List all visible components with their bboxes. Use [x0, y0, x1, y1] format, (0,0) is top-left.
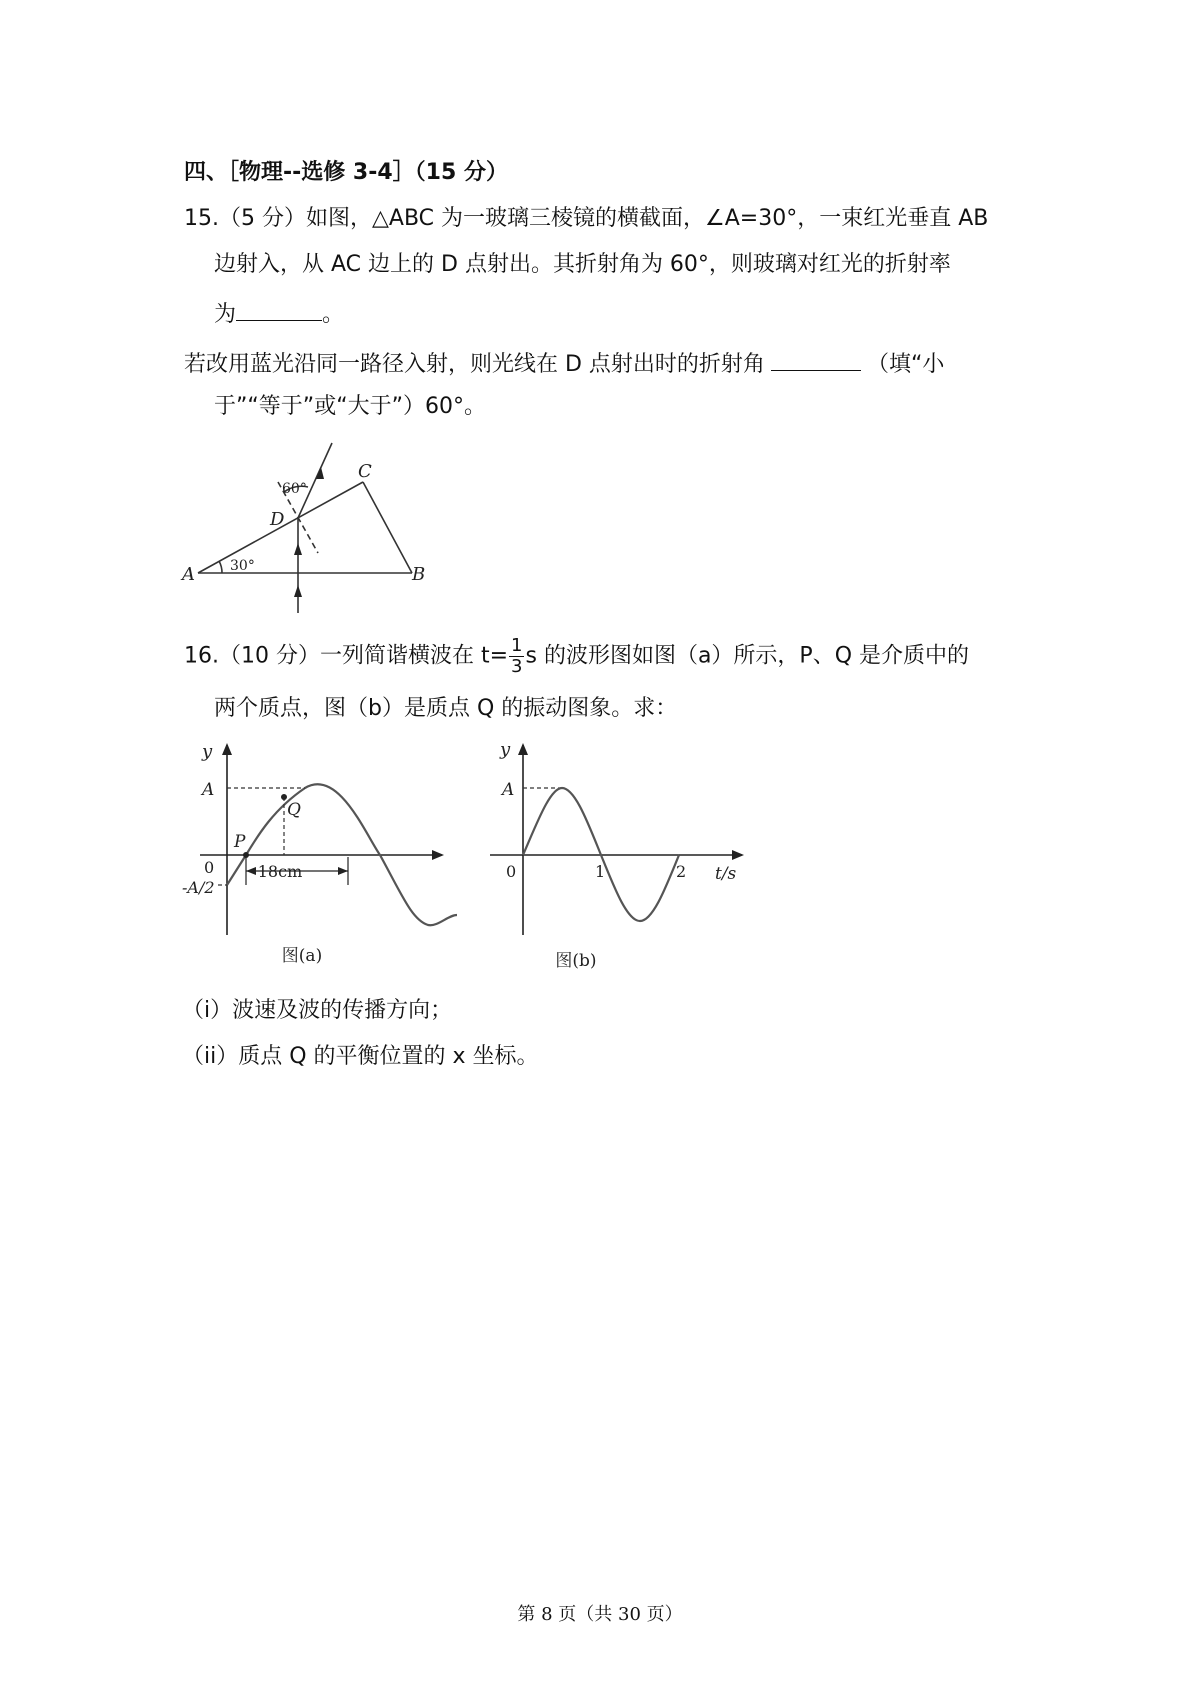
amplitude-label: A: [202, 780, 215, 800]
label-Q: Q: [287, 800, 301, 820]
dim-arrow-left-icon: [246, 867, 256, 875]
q16-line1-prefix: 16.（10 分）一列简谐横波在 t=: [184, 643, 509, 669]
q15-line3-prefix: 为: [214, 302, 237, 327]
y-axis-label: y: [500, 739, 511, 760]
q15-line3-suffix: 。: [322, 302, 345, 327]
section-heading: 四、［物理--选修 3-4］（15 分）: [184, 160, 508, 185]
angle-label-60: 60°: [282, 481, 307, 497]
q16-sub-ii: （ii）质点 Q 的平衡位置的 x 坐标。: [182, 1044, 539, 1069]
tick-label-2: 2: [676, 862, 687, 881]
dim-arrow-right-icon: [338, 867, 348, 875]
angle-arc-A: [219, 561, 222, 573]
label-A: A: [182, 564, 195, 585]
q15-line3: [214, 296, 344, 330]
neg-half-label: -A/2: [182, 878, 215, 897]
tick-label-1: 1: [595, 862, 606, 881]
q16-line1: [184, 636, 969, 677]
arrow-up-icon: [294, 543, 302, 555]
time-fraction: [509, 636, 524, 677]
waveform-figure-a: [180, 735, 460, 975]
label-D: D: [270, 509, 285, 530]
q15-line1: 15.（5 分）如图，△ABC 为一玻璃三棱镜的横截面，∠A=30°，一束红光垂直 AB: [184, 206, 989, 231]
t-axis-label: t/s: [715, 864, 737, 884]
dimension-label: 18cm: [257, 862, 303, 881]
amplitude-label: A: [502, 780, 515, 800]
angle-label-30: 30°: [230, 558, 255, 574]
q15-line4: [184, 346, 944, 380]
answer-blank-refraction-angle[interactable]: [771, 346, 861, 371]
prism-side-CB: [363, 482, 412, 573]
fraction-numerator: 1: [511, 635, 523, 656]
q15-line5: 于”“等于”或“大于”）60°。: [214, 394, 486, 419]
q15-line2: 边射入，从 AC 边上的 D 点射出。其折射角为 60°，则玻璃对红光的折射率: [214, 252, 951, 277]
caption-a: 图(a): [281, 946, 323, 966]
q16-line1-suffix: s 的波形图如图（a）所示，P、Q 是介质中的: [525, 643, 969, 669]
t-axis-arrow-icon: [732, 850, 744, 860]
fraction-denominator: 3: [511, 656, 523, 677]
answer-blank-refractive-index[interactable]: [236, 296, 322, 321]
vibration-figure-b: [480, 735, 760, 975]
page-footer: 第 8 页（共 30 页）: [517, 1604, 683, 1625]
prism-figure: [180, 435, 440, 615]
q16-sub-i: （i）波速及波的传播方向；: [182, 998, 453, 1023]
x-axis-arrow-icon: [432, 850, 444, 860]
origin-label: 0: [506, 862, 517, 881]
q16-line2: 两个质点，图（b）是质点 Q 的振动图象。求：: [214, 696, 678, 721]
arrow-up-icon: [294, 585, 302, 597]
label-C: C: [358, 461, 372, 482]
q15-line4-suffix: （填“小: [866, 352, 945, 377]
caption-b: 图(b): [555, 951, 597, 971]
y-axis-label: y: [202, 741, 213, 762]
origin-label: 0: [204, 858, 215, 877]
y-axis-arrow-icon: [518, 743, 528, 755]
q15-line4-prefix: 若改用蓝光沿同一路径入射，则光线在 D 点射出时的折射角: [184, 352, 765, 377]
y-axis-arrow-icon: [222, 743, 232, 755]
label-P: P: [234, 832, 246, 852]
label-B: B: [412, 564, 426, 585]
